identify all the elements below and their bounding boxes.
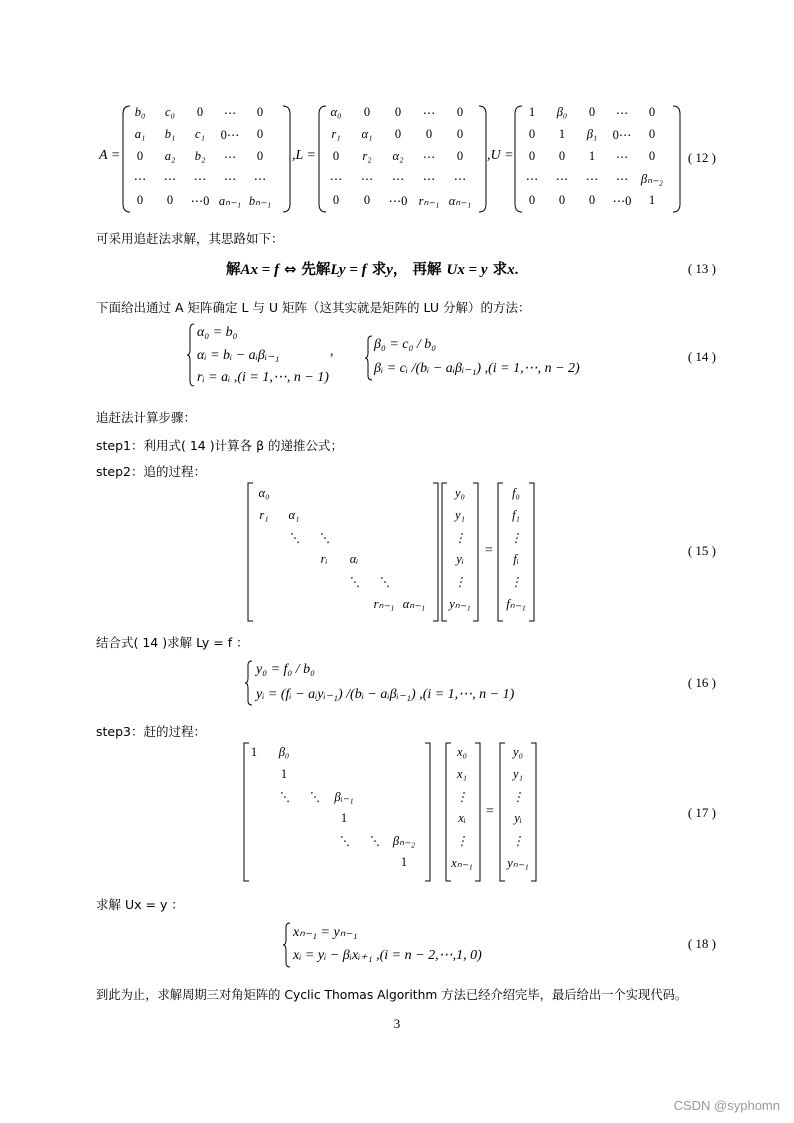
eq14-right-brace <box>364 335 374 381</box>
equation-number-18: ( 18 ) <box>687 936 716 951</box>
matrix-U-cell-r1c0: 0 <box>528 127 536 141</box>
eq13-part-Ax: Ax <box>240 262 259 278</box>
matrix-L-cell-r3c1: ⋯ <box>360 172 374 186</box>
matrix-u-label: ,U = <box>487 148 514 163</box>
eq17-vector-y-entry-5: yₙ₋₁ <box>507 856 529 870</box>
eq15-vector-y-entry-4: ⋮ <box>453 575 467 589</box>
matrix-U-cell-r4c1: 0 <box>558 193 566 207</box>
eq15-vector-y-right-bracket <box>472 483 480 623</box>
matrix-L-cell-r3c2: ⋯ <box>391 172 405 186</box>
equation-number-12: ( 12 ) <box>687 150 716 165</box>
matrix-U-cell-r1c2: β₁ <box>586 127 598 141</box>
matrix-A-cell-r1c4: 0 <box>256 127 264 141</box>
eq17-matrix-entry-5: βᵢ₋₁ <box>334 790 354 804</box>
paragraph-step3: step3：赶的过程： <box>96 724 206 739</box>
eq13-part-first-solve: ⇔ 先解 <box>279 262 331 278</box>
matrix-L-cell-r2c0: 0 <box>332 149 340 163</box>
matrix-A-cell-r1c0: a₁ <box>134 127 146 141</box>
matrix-L-cell-r1c2: 0 <box>394 127 402 141</box>
eq15-equals: = <box>484 543 494 558</box>
eq13-part-y1: y <box>386 262 393 278</box>
eq15-matrix-entry-7: ⋱ <box>347 575 361 589</box>
matrix-U-cell-r0c0: 1 <box>528 105 536 119</box>
eq15-matrix-entry-0: α₀ <box>258 486 270 500</box>
eq13-part-find2: 求 <box>487 262 508 278</box>
eq15-vector-f-entry-1: f₁ <box>512 508 520 522</box>
eq17-vector-x-entry-3: xᵢ <box>458 811 466 825</box>
eq15-matrix-entry-3: ⋱ <box>287 531 301 545</box>
equation-number-16: ( 16 ) <box>687 675 716 690</box>
eq17-vector-x-entry-0: x₀ <box>457 745 467 759</box>
eq17-matrix-entry-1: β₀ <box>278 745 290 759</box>
matrix-U-cell-r2c4: 0 <box>648 149 656 163</box>
matrix-u-right-paren <box>672 104 682 214</box>
eq18-brace <box>282 922 292 968</box>
matrix-L-cell-r4c2: ⋯0 <box>388 194 408 208</box>
eq15-matrix-entry-10: αₙ₋₁ <box>402 597 426 611</box>
matrix-A-cell-r3c3: ⋯ <box>223 172 237 186</box>
eq15-vector-f-entry-2: ⋮ <box>509 531 523 545</box>
eq13-part-then-solve: ， 再解 <box>392 262 447 278</box>
matrix-U-cell-r4c3: ⋯0 <box>612 194 632 208</box>
matrix-A-cell-r0c3: ⋯ <box>223 106 237 120</box>
eq15-vector-y-entry-0: y₀ <box>455 486 465 500</box>
eq15-matrix-entry-5: rᵢ <box>320 552 328 566</box>
eq14-left-brace <box>186 323 196 387</box>
eq17-matrix-entry-3: ⋱ <box>277 790 291 804</box>
eq13-part-y2: y <box>480 262 488 278</box>
matrix-A-cell-r4c0: 0 <box>136 193 144 207</box>
eq17-vector-x-entry-5: xₙ₋₁ <box>451 856 473 870</box>
matrix-U-cell-r1c3: 0⋯ <box>612 128 632 142</box>
matrix-L-cell-r2c3: ⋯ <box>422 150 436 164</box>
matrix-U-cell-r0c4: 0 <box>648 105 656 119</box>
matrix-U-cell-r2c0: 0 <box>528 149 536 163</box>
matrix-A-cell-r2c1: a₂ <box>164 149 176 163</box>
eq13-part-f1: f <box>274 262 280 278</box>
eq14-betai: βᵢ = cᵢ /(bᵢ − aᵢβᵢ₋₁) ,(i = 1,⋯, n − 2) <box>374 361 580 376</box>
eq15-vector-f-entry-5: fₙ₋₁ <box>506 597 526 611</box>
matrix-A-cell-r3c0: ⋯ <box>133 172 147 186</box>
eq15-vector-f-entry-3: fᵢ <box>513 552 519 566</box>
eq15-vector-y-entry-2: ⋮ <box>453 531 467 545</box>
eq14-alphai: αᵢ = bᵢ − aᵢβᵢ₋₁ <box>197 348 280 363</box>
eq17-vector-x-right-bracket <box>474 743 482 883</box>
matrix-U-cell-r0c3: ⋯ <box>615 106 629 120</box>
equation-number-15: ( 15 ) <box>687 543 716 558</box>
matrix-L-cell-r3c4: ⋯ <box>453 172 467 186</box>
matrix-U-cell-r3c3: ⋯ <box>615 172 629 186</box>
eq17-vector-y-right-bracket <box>530 743 538 883</box>
matrix-U-cell-r2c3: ⋯ <box>615 150 629 164</box>
eq14-separator: , <box>330 344 334 359</box>
eq13-part-eq2: = <box>345 262 362 278</box>
eq15-vector-f-entry-4: ⋮ <box>509 575 523 589</box>
matrix-A-cell-r4c2: ⋯0 <box>190 194 210 208</box>
paragraph-approach: 可采用追赶法求解，其思路如下： <box>96 231 284 246</box>
matrix-A-cell-r2c4: 0 <box>256 149 264 163</box>
matrix-L-cell-r0c1: 0 <box>363 105 371 119</box>
eq15-matrix-entry-4: ⋱ <box>317 531 331 545</box>
matrix-L-cell-r1c4: 0 <box>456 127 464 141</box>
matrix-A-cell-r0c0: b₀ <box>134 105 146 119</box>
eq17-matrix-entry-8: ⋱ <box>367 834 381 848</box>
paragraph-step2: step2：追的过程： <box>96 464 206 479</box>
watermark: CSDN @syphomn <box>673 1098 780 1113</box>
matrix-U-cell-r3c2: ⋯ <box>585 172 599 186</box>
paragraph-steps-title: 追赶法计算步骤： <box>96 410 197 425</box>
eq17-matrix-entry-4: ⋱ <box>307 790 321 804</box>
eq15-vector-f-entry-0: f₀ <box>512 486 520 500</box>
eq17-vector-y-entry-0: y₀ <box>513 745 523 759</box>
eq17-vector-y-entry-3: yᵢ <box>514 811 522 825</box>
eq13-part-solve: 解 <box>226 262 241 278</box>
paragraph-conclusion: 到此为止，求解周期三对角矩阵的 Cyclic Thomas Algorithm 方法已经介绍完毕，最后给出一个实现代码。 <box>96 988 688 1002</box>
matrix-U-cell-r4c2: 0 <box>588 193 596 207</box>
matrix-L-cell-r0c4: 0 <box>456 105 464 119</box>
matrix-a-right-paren <box>282 104 292 214</box>
page-number: 3 <box>393 1016 401 1031</box>
matrix-L-cell-r1c1: α₁ <box>361 127 373 141</box>
matrix-A-cell-r0c1: c₀ <box>165 105 175 119</box>
matrix-L-cell-r0c2: 0 <box>394 105 402 119</box>
matrix-L-cell-r3c3: ⋯ <box>422 172 436 186</box>
eq18-xn1: xₙ₋₁ = yₙ₋₁ <box>293 925 358 940</box>
matrix-A-cell-r1c2: c₁ <box>195 127 205 141</box>
eq17-matrix-right-bracket <box>424 743 432 883</box>
matrix-L-cell-r2c4: 0 <box>456 149 464 163</box>
eq15-vector-y-entry-5: yₙ₋₁ <box>449 597 471 611</box>
eq13-part-eq1: = <box>258 262 275 278</box>
paragraph-step1: step1：利用式( 14 )计算各 β 的递推公式； <box>96 438 344 453</box>
eq13-part-x: x <box>507 262 515 278</box>
equation-number-17: ( 17 ) <box>687 805 716 820</box>
eq16-yi: yᵢ = (fᵢ − aᵢyᵢ₋₁) /(bᵢ − aᵢβᵢ₋₁) ,(i = 1,⋯, n − 1) <box>256 687 515 702</box>
matrix-L-cell-r2c2: α₂ <box>392 149 404 163</box>
eq17-vector-y-entry-4: ⋮ <box>511 834 525 848</box>
eq17-equals: = <box>485 804 495 819</box>
matrix-L-cell-r0c0: α₀ <box>330 105 342 119</box>
matrix-L-cell-r1c0: r₁ <box>331 127 341 141</box>
matrix-A-cell-r0c2: 0 <box>196 105 204 119</box>
eq15-matrix-entry-8: ⋱ <box>377 575 391 589</box>
eq14-beta0: β₀ = c₀ / b₀ <box>374 337 437 352</box>
matrix-U-cell-r4c4: 1 <box>648 193 656 207</box>
matrix-A-cell-r1c1: b₁ <box>164 127 176 141</box>
matrix-L-cell-r4c3: rₙ₋₁ <box>418 194 440 208</box>
eq15-vector-y-entry-1: y₁ <box>455 508 465 522</box>
matrix-U-cell-r0c2: 0 <box>588 105 596 119</box>
eq17-matrix-entry-9: βₙ₋₂ <box>392 834 416 848</box>
matrix-U-cell-r3c4: βₙ₋₂ <box>640 172 664 186</box>
eq15-matrix-entry-2: α₁ <box>288 508 300 522</box>
eq15-matrix-entry-6: αᵢ <box>349 552 359 566</box>
matrix-l-label: ,L = <box>292 148 316 163</box>
eq17-vector-y-entry-1: y₁ <box>513 767 523 781</box>
equation-13 <box>226 258 518 279</box>
matrix-U-cell-r2c2: 1 <box>588 149 596 163</box>
eq14-ri: rᵢ = aᵢ ,(i = 1,⋯, n − 1) <box>197 370 329 385</box>
matrix-A-cell-r1c3: 0⋯ <box>220 128 240 142</box>
eq16-brace <box>244 660 254 706</box>
eq17-vector-x-entry-2: ⋮ <box>455 790 469 804</box>
matrix-A-cell-r0c4: 0 <box>256 105 264 119</box>
matrix-L-cell-r4c1: 0 <box>363 193 371 207</box>
matrix-U-cell-r1c1: 1 <box>558 127 566 141</box>
matrix-A-cell-r4c3: aₙ₋₁ <box>218 194 242 208</box>
eq13-part-Ux: Ux <box>446 262 465 278</box>
eq14-alpha0: α₀ = b₀ <box>197 325 238 340</box>
eq17-matrix-entry-10: 1 <box>400 855 408 869</box>
matrix-L-cell-r2c1: r₂ <box>362 149 372 163</box>
eq17-matrix-left-bracket <box>243 743 251 883</box>
eq15-vector-y-entry-3: yᵢ <box>456 552 464 566</box>
eq13-part-f2: f <box>361 262 367 278</box>
eq17-vector-y-entry-2: ⋮ <box>511 790 525 804</box>
equation-number-13: ( 13 ) <box>687 261 716 276</box>
matrix-U-cell-r0c1: β₀ <box>556 105 568 119</box>
eq13-part-period: . <box>514 262 519 278</box>
eq15-matrix-left-bracket <box>247 483 255 623</box>
matrix-L-cell-r1c3: 0 <box>425 127 433 141</box>
eq15-vector-f-right-bracket <box>528 483 536 623</box>
matrix-L-cell-r0c3: ⋯ <box>422 106 436 120</box>
eq15-matrix-right-bracket <box>432 483 440 623</box>
eq15-matrix-entry-9: rₙ₋₁ <box>373 597 395 611</box>
eq13-part-Ly: Ly <box>330 262 346 278</box>
eq17-matrix-entry-2: 1 <box>280 767 288 781</box>
matrix-U-cell-r2c1: 0 <box>558 149 566 163</box>
paragraph-solve-ux: 求解 Ux = y ： <box>96 897 184 912</box>
matrix-A-cell-r4c4: bₙ₋₁ <box>248 194 272 208</box>
eq18-xi: xᵢ = yᵢ − βᵢxᵢ₊₁ ,(i = n − 2,⋯,1, 0) <box>293 948 482 963</box>
matrix-A-cell-r4c1: 0 <box>166 193 174 207</box>
eq13-part-find1: 求 <box>366 262 387 278</box>
equation-number-14: ( 14 ) <box>687 349 716 364</box>
matrix-U-cell-r4c0: 0 <box>528 193 536 207</box>
eq15-matrix-entry-1: r₁ <box>259 508 269 522</box>
paragraph-lu-method: 下面给出通过 A 矩阵确定 L 与 U 矩阵（这其实就是矩阵的 LU 分解）的方法： <box>96 300 531 315</box>
eq16-y0: y₀ = f₀ / b₀ <box>256 662 316 677</box>
eq13-part-eq3: = <box>464 262 481 278</box>
eq17-matrix-entry-7: ⋱ <box>337 834 351 848</box>
eq17-matrix-entry-6: 1 <box>340 811 348 825</box>
matrix-A-cell-r3c1: ⋯ <box>163 172 177 186</box>
matrix-L-cell-r4c4: αₙ₋₁ <box>448 194 472 208</box>
matrix-A-cell-r2c3: ⋯ <box>223 150 237 164</box>
matrix-L-cell-r4c0: 0 <box>332 193 340 207</box>
matrix-A-cell-r3c4: ⋯ <box>253 172 267 186</box>
matrix-U-cell-r3c0: ⋯ <box>525 172 539 186</box>
matrix-A-cell-r2c0: 0 <box>136 149 144 163</box>
matrix-U-cell-r1c4: 0 <box>648 127 656 141</box>
matrix-a-label: A = <box>99 148 121 163</box>
matrix-A-cell-r3c2: ⋯ <box>193 172 207 186</box>
matrix-L-cell-r3c0: ⋯ <box>329 172 343 186</box>
eq17-vector-x-entry-1: x₁ <box>457 767 467 781</box>
paragraph-solve-ly: 结合式( 14 )求解 Ly = f ： <box>96 635 249 650</box>
eq17-vector-x-entry-4: ⋮ <box>455 834 469 848</box>
matrix-U-cell-r3c1: ⋯ <box>555 172 569 186</box>
matrix-A-cell-r2c2: b₂ <box>194 149 206 163</box>
eq17-matrix-entry-0: 1 <box>250 745 258 759</box>
